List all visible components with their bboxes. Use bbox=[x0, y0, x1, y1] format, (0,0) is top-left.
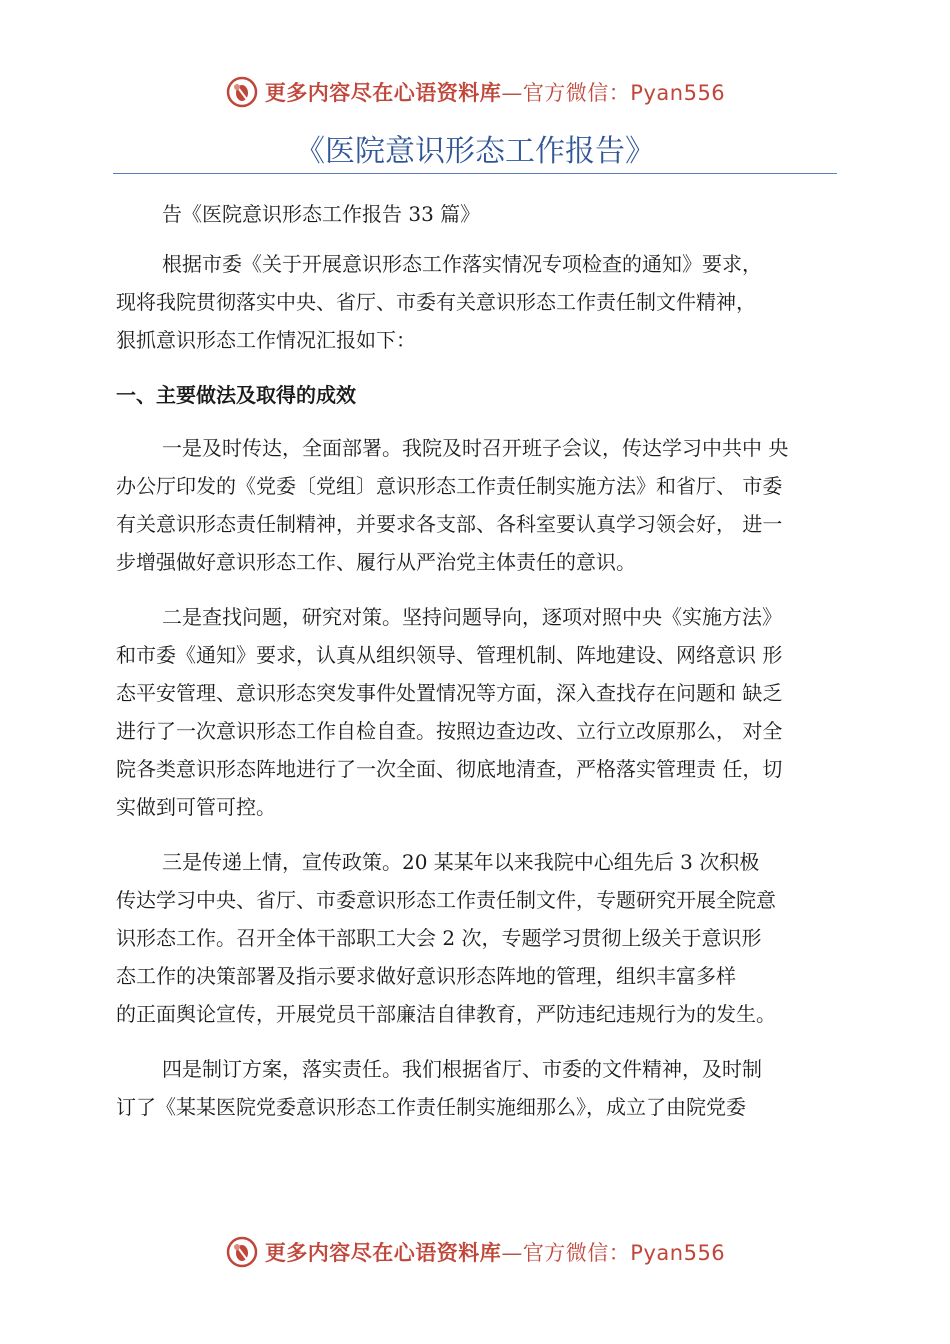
footer-banner bbox=[0, 1232, 950, 1272]
para3-line: 识形态工作。召开全体干部职工大会 2 次，专题学习贯彻上级关于意识形 bbox=[116, 926, 762, 950]
para1-line: 一是及时传达，全面部署。我院及时召开班子会议，传达学习中共中 央 bbox=[162, 436, 789, 460]
banner-dash: — bbox=[501, 81, 523, 105]
banner-library-text: 更多内容尽在心语资料库 bbox=[264, 1241, 502, 1265]
bee-logo-icon bbox=[225, 75, 259, 109]
banner-wechat-text: 官方微信：Pyan556 bbox=[522, 1241, 726, 1265]
banner-text bbox=[265, 1237, 725, 1267]
para2-line: 实做到可管可控。 bbox=[116, 795, 276, 819]
intro-line: 根据市委《关于开展意识形态工作落实情况专项检查的通知》要求， bbox=[162, 252, 762, 276]
para3-line: 态工作的决策部署及指示要求做好意识形态阵地的管理，组织丰富多样 bbox=[116, 964, 736, 988]
document-subtitle: 告《医院意识形态工作报告 33 篇》 bbox=[162, 202, 481, 226]
para1-line: 步增强做好意识形态工作、履行从严治党主体责任的意识。 bbox=[116, 550, 636, 574]
document-title: 《医院意识形态工作报告》 bbox=[295, 134, 655, 169]
para4-line: 四是制订方案，落实责任。我们根据省厅、市委的文件精神，及时制 bbox=[162, 1057, 762, 1081]
title-divider bbox=[113, 173, 837, 174]
para1-line: 办公厅印发的《党委〔党组〕意识形态工作责任制实施方法》和省厅、 市委 bbox=[116, 474, 783, 498]
para2-line: 和市委《通知》要求，认真从组织领导、管理机制、阵地建设、网络意识 形 bbox=[116, 643, 783, 667]
para1-line: 有关意识形态责任制精神，并要求各支部、各科室要认真学习领会好， 进一 bbox=[116, 512, 783, 536]
para2-line: 态平安管理、意识形态突发事件处置情况等方面，深入查找存在问题和 缺乏 bbox=[116, 681, 783, 705]
para4-line: 订了《某某医院党委意识形态工作责任制实施细那么》，成立了由院党委 bbox=[116, 1095, 746, 1119]
para2-line: 二是查找问题，研究对策。坚持问题导向，逐项对照中央《实施方法》 bbox=[162, 605, 782, 629]
banner-dash: — bbox=[501, 1241, 523, 1265]
intro-line: 现将我院贯彻落实中央、省厅、市委有关意识形态工作责任制文件精神， bbox=[116, 290, 756, 314]
header-banner bbox=[0, 72, 950, 112]
intro-line: 狠抓意识形态工作情况汇报如下： bbox=[116, 328, 416, 352]
para2-line: 进行了一次意识形态工作自检自查。按照边查边改、立行立改原那么， 对全 bbox=[116, 719, 783, 743]
banner-library-text: 更多内容尽在心语资料库 bbox=[264, 81, 502, 105]
para3-line: 三是传递上情，宣传政策。20 某某年以来我院中心组先后 3 次积极 bbox=[162, 850, 760, 874]
para2-line: 院各类意识形态阵地进行了一次全面、彻底地清查，严格落实管理责 任，切 bbox=[116, 757, 783, 781]
banner-text bbox=[265, 77, 725, 107]
section-heading: 一、主要做法及取得的成效 bbox=[116, 383, 356, 407]
para3-line: 的正面舆论宣传，开展党员干部廉洁自律教育，严防违纪违规行为的发生。 bbox=[116, 1002, 776, 1026]
banner-wechat-text: 官方微信：Pyan556 bbox=[522, 81, 726, 105]
bee-logo-icon bbox=[225, 1235, 259, 1269]
para3-line: 传达学习中央、省厅、市委意识形态工作责任制文件，专题研究开展全院意 bbox=[116, 888, 776, 912]
